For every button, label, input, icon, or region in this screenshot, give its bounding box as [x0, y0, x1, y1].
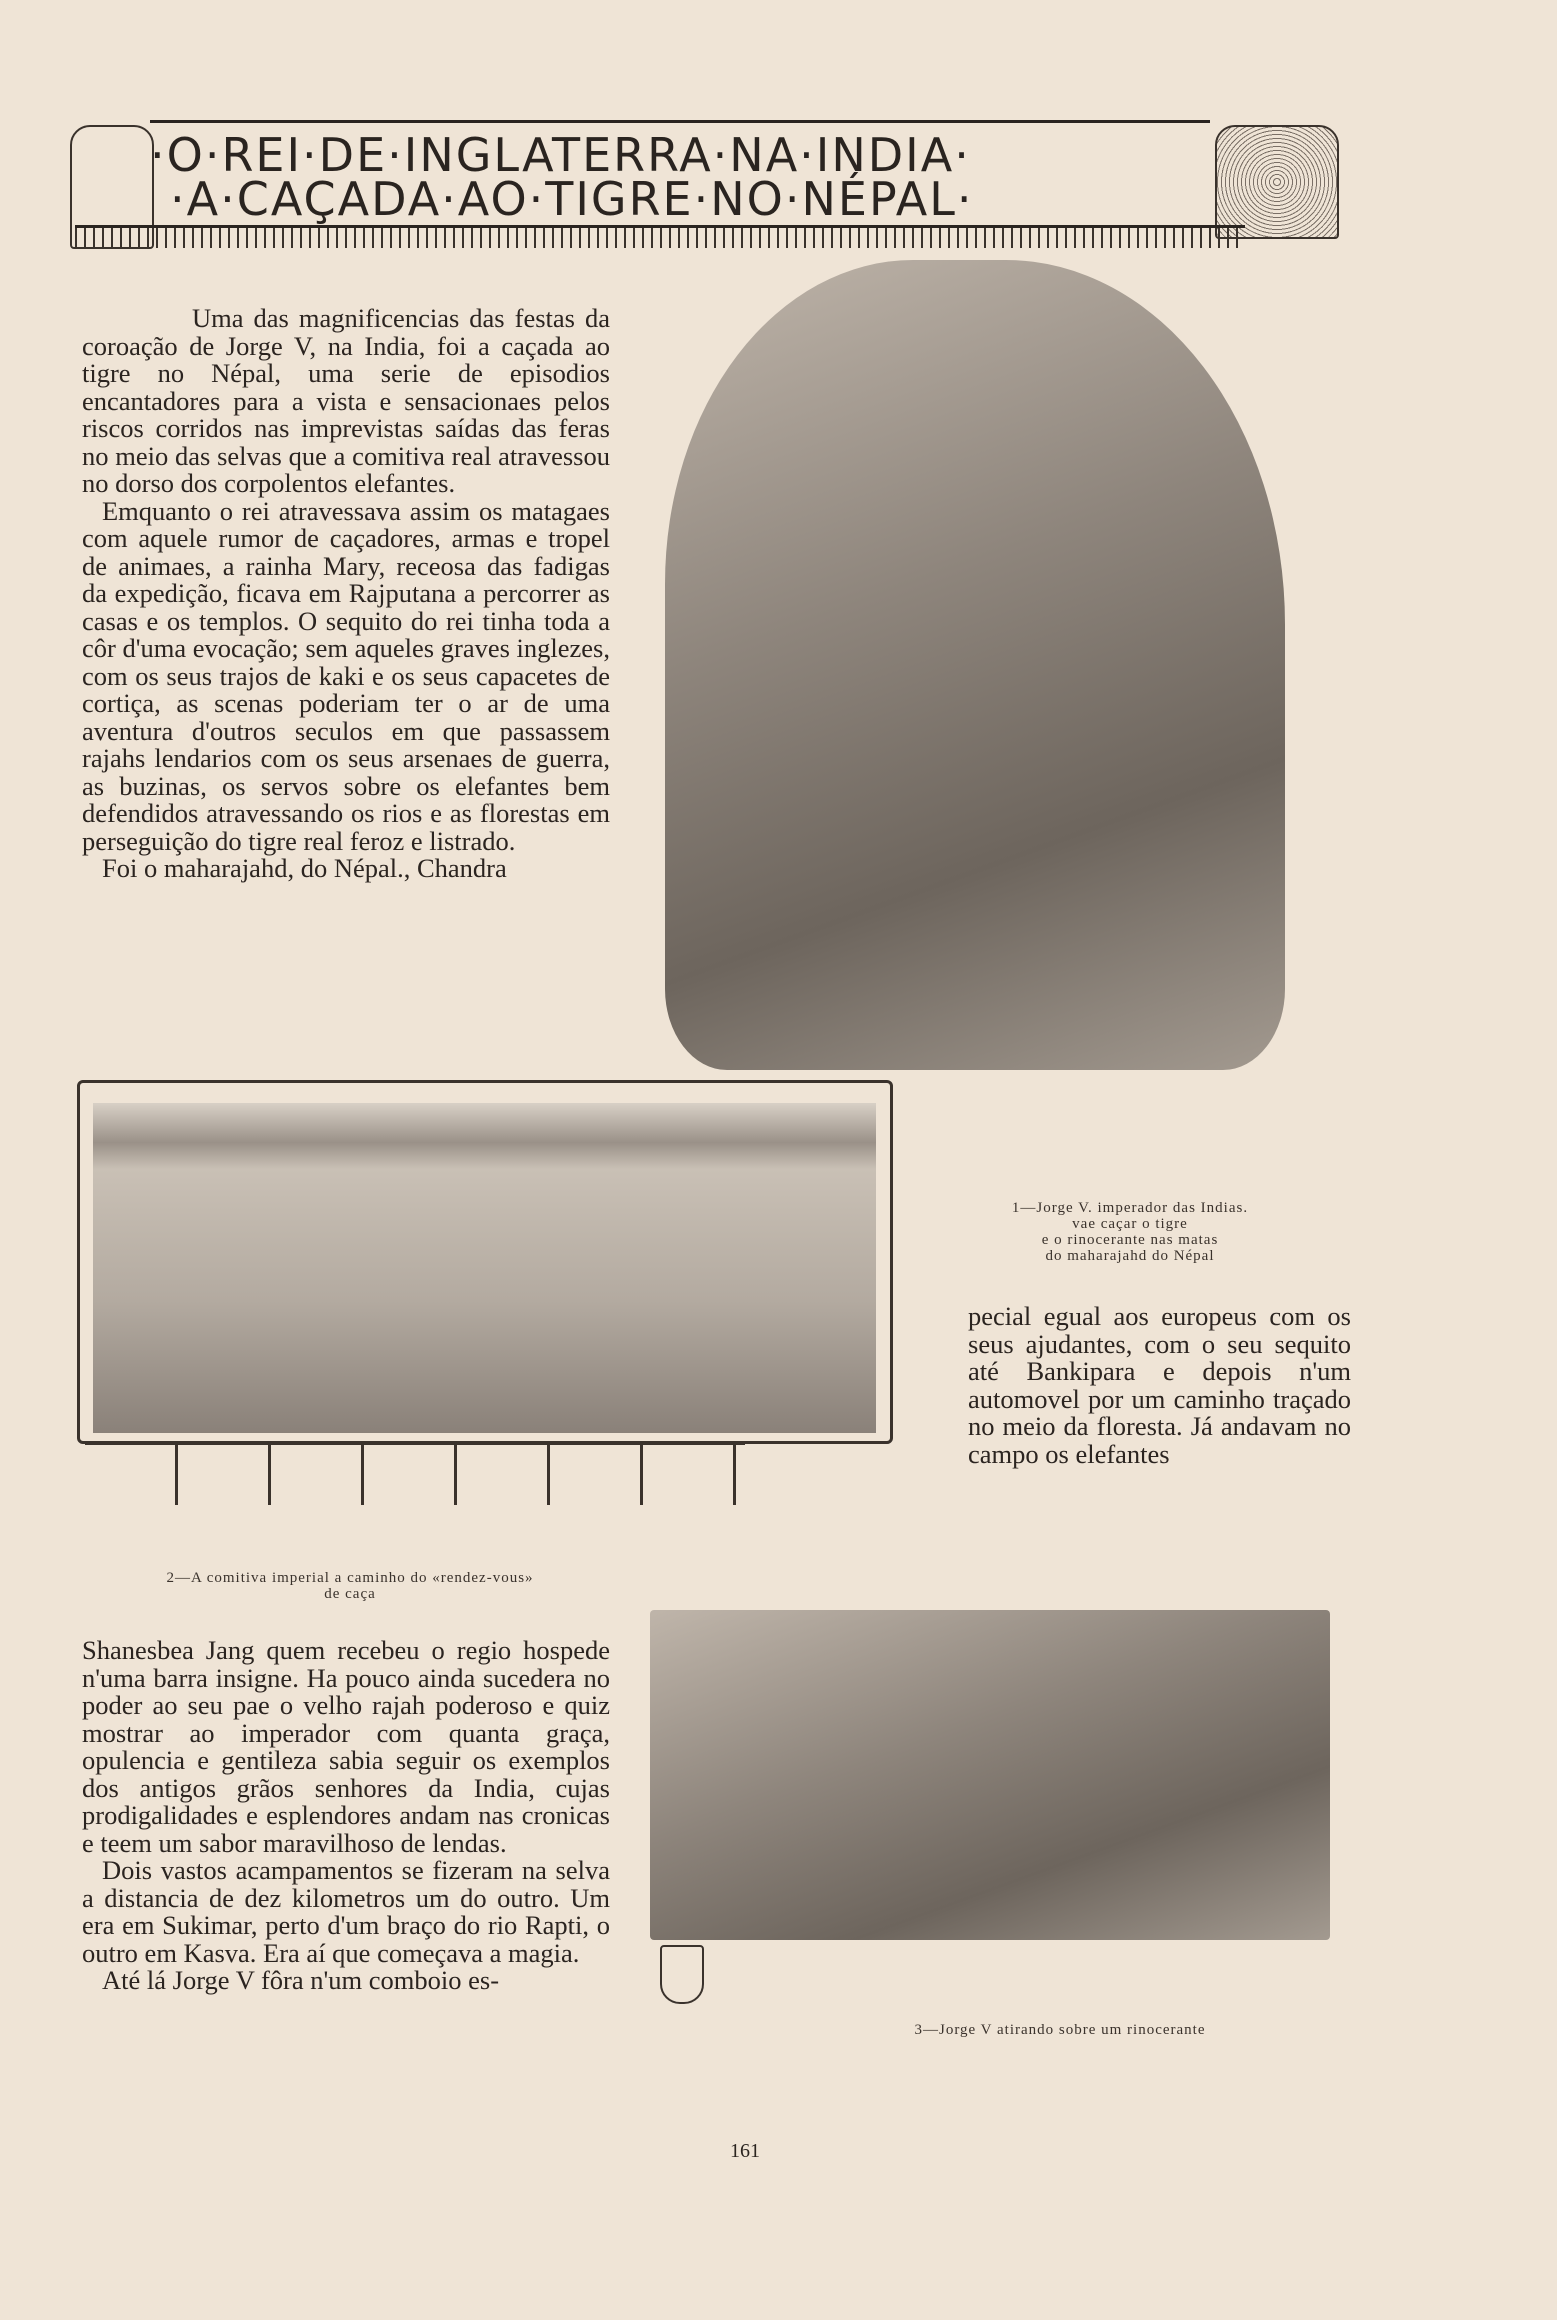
paragraph: pecial egual aos europeus com os seus ajudantes, com o seu sequito até Bankipara e depois n'um automovel por um caminho traçado no meio da floresta. Já andavam no campo os elefantes: [968, 1301, 1351, 1469]
caption-3: 3—Jorge V atirando sobre um rinocerante: [914, 2022, 1206, 2038]
paragraph: Foi o maharajahd, do Népal., Chandra: [102, 853, 507, 883]
fringe-decoration: [75, 228, 1245, 248]
caption-line: vae caçar o tigre: [1072, 1216, 1188, 1232]
caption-line: de caça: [324, 1586, 376, 1602]
photo-2-ornament-bottom: [85, 1442, 745, 1505]
caption-line: 1—Jorge V. imperador das Indias.: [1011, 1200, 1249, 1216]
photo-king-shooting-rhinoceros: [650, 1610, 1330, 1940]
caption-1: [950, 1200, 1310, 1264]
article-column-2: [968, 1303, 1351, 1468]
title-top-rule: [150, 120, 1210, 123]
paragraph: Uma das magnificencias das festas da coroação de Jorge V, na India, foi a caçada ao tigre no Népal, uma serie de episodios encantadores para a vista e sensacionaes pelos riscos corridos nas imprevistas saídas das feras no meio das selvas que a comitiva real atravessou no dorso dos corpolentos elefantes.: [82, 303, 610, 498]
photo-elephants-crossing-river: [93, 1103, 876, 1433]
article-column-3: [82, 1637, 610, 1995]
title-ornament-right: [1215, 125, 1339, 239]
title-line-1: ·O·REI·DE·INGLATERRA·NA·INDIA·: [150, 128, 971, 182]
caption-line: 2—A comitiva imperial a caminho do «rendez-vous»: [166, 1570, 534, 1586]
paragraph: Até lá Jorge V fôra n'um comboio es-: [102, 1965, 500, 1995]
caption-2: [85, 1570, 615, 1602]
photo-king-on-elephant: [665, 260, 1285, 1070]
paragraph: Dois vastos acampamentos se fizeram na selva a distancia de dez kilometros um do outro. Um era em Sukimar, perto d'um braço do rio Rapti, o outro em Kasva. Era aí que começava a magia.: [82, 1855, 610, 1968]
article-column-1: [82, 305, 610, 883]
paragraph: Emquanto o rei atravessava assim os matagaes com aquele rumor de caçadores, armas e tropel de animaes, a rainha Mary, receosa das fadigas da expedição, ficava em Rajputana a percorrer as casas e os templos. O sequito do rei tinha toda a côr d'uma evocação; sem aqueles graves inglezes, com os seus trajos de kaki e os seus capacetes de cortiça, as scenas poderiam ter o ar de uma aventura d'outros seculos em que passassem rajahs lendarios com os seus arsenaes de guerra, as buzinas, os servos sobre os elefantes bem defendidos atravessando os rios e as florestas em perseguição do tigre real feroz e listrado.: [82, 495, 610, 856]
caption-line: do maharajahd do Népal: [1045, 1248, 1215, 1264]
title-line-2: ·A·CAÇADA·AO·TIGRE·NO·NÉPAL·: [170, 172, 974, 226]
page-number: 161: [730, 2140, 760, 2162]
caption-line: e o rinocerante nas matas: [1041, 1232, 1219, 1248]
paragraph: Shanesbea Jang quem recebeu o regio hospede n'uma barra insigne. Ha pouco ainda sucedera no poder ao seu pae o velho rajah poderoso e quiz mostrar ao imperador com quanta graça, opulencia e gentileza sabia seguir os exemplos dos antigos grãos senhores da India, cujas prodigalidades e esplendores andam nas cronicas e teem um sabor maravilhoso de lendas.: [82, 1635, 610, 1858]
photo-3-ornament: [660, 1945, 704, 2004]
